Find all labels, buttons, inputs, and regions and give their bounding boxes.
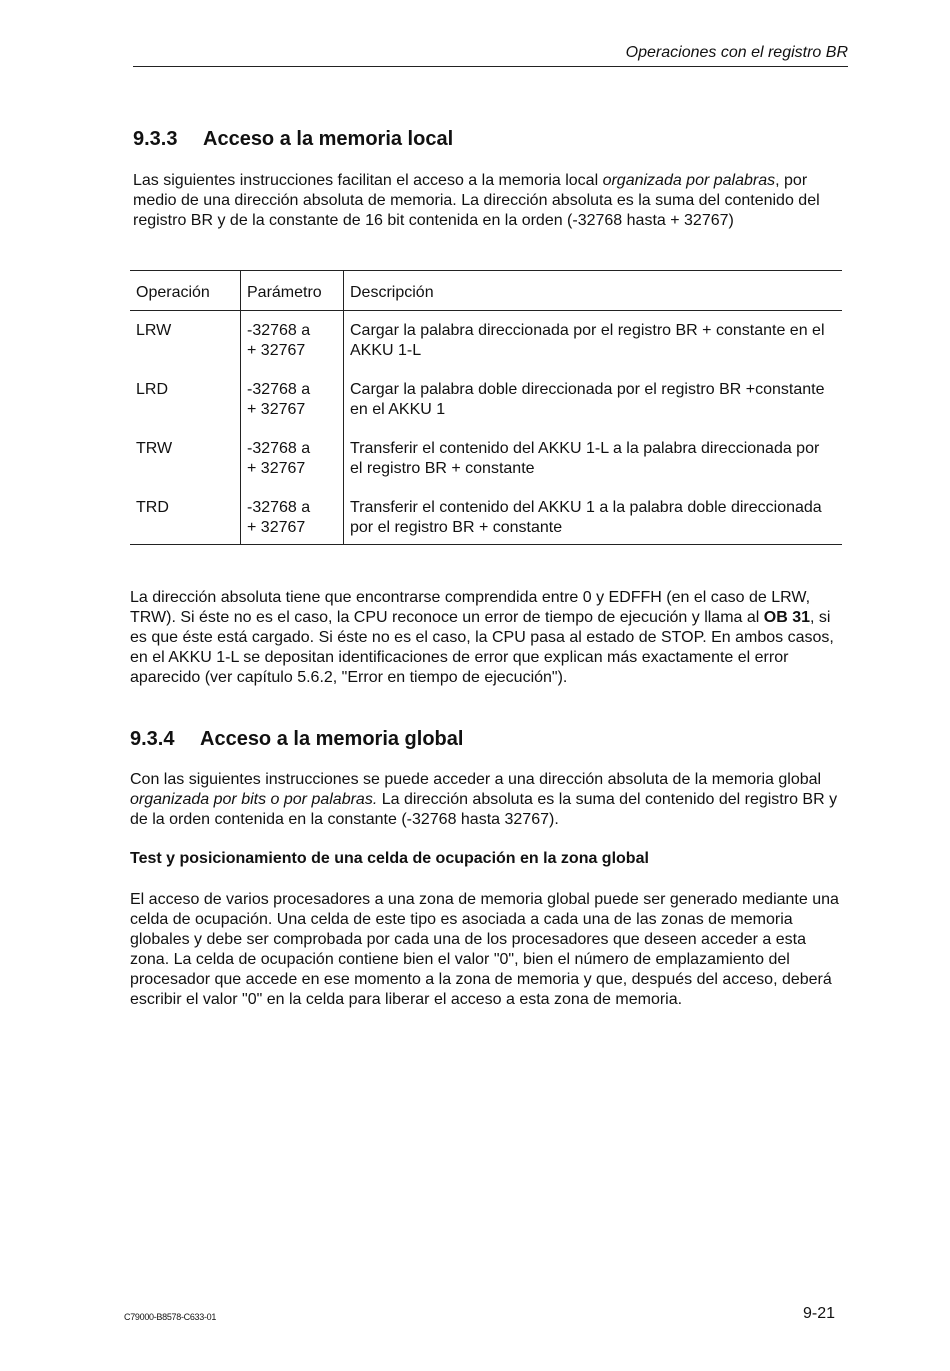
param-line: + 32767 (247, 401, 306, 418)
cell-description: Transferir el contenido del AKKU 1 a la palabra doble direccionada por el registro BR + constante (344, 488, 843, 545)
cell-operation: LRD (136, 381, 169, 398)
paragraph-bold: OB 31 (763, 609, 811, 626)
col-header-parameter: Parámetro (241, 271, 344, 311)
cell-parameter (241, 311, 344, 371)
cell-parameter (241, 488, 344, 545)
table-row (130, 488, 842, 545)
param-line: -32768 a (247, 322, 311, 339)
operations-table (130, 270, 842, 545)
param-line: -32768 a (247, 499, 311, 516)
header-rule (133, 66, 848, 67)
paragraph-text-cont: , si es que éste está cargado. Si éste no es el caso, la CPU pasa al estado de STOP. En ambos casos, en el AKKU 1-L se depositan identificaciones de error que explican más exactamente el error aparecido (ver capítulo 5.6.2, "Error en tiempo de ejecución"). (130, 609, 834, 686)
intro-text-cont: La dirección absoluta es la suma del contenido del registro BR y de la orden contenida en la constante (-32768 hasta 32767). (130, 791, 838, 828)
paragraph-text: La dirección absoluta tiene que encontrarse comprendida entre 0 y EDFFH (en el caso de LRW, TRW). Si éste no es el caso, la CPU reconoce un error de tiempo de ejecución y llama al (130, 589, 811, 626)
section-title: Acceso a la memoria global (200, 728, 464, 750)
section-number: 9.3.3 (133, 128, 178, 150)
param-line: + 32767 (247, 519, 306, 536)
running-header-title: Operaciones con el registro BR (625, 44, 848, 61)
intro-text: Con las siguientes instrucciones se puede acceder a una dirección absoluta de la memoria global (130, 771, 822, 788)
occupancy-cell-paragraph: El acceso de varios procesadores a una zona de memoria global puede ser generado mediante una celda de ocupación. Una celda de este tipo es asociada a cada una de las zonas de memoria globales y debe ser comprobada por cada una de los procesadores que deseen acceder a esta zona. La celda de ocupación contiene bien el valor "0", bien el número de emplazamiento del procesador que accede en ese momento a la zona de memoria y que, después del acceso, deberá escribir el valor "0" en la celda para liberar el acceso a esta zona de memoria. (130, 891, 839, 1008)
cell-description: Cargar la palabra direccionada por el registro BR + constante en el AKKU 1-L (344, 311, 843, 371)
local-memory-intro (133, 171, 843, 231)
intro-italic: organizada por bits o por palabras. (130, 791, 378, 808)
table-row (130, 311, 842, 371)
section-title: Acceso a la memoria local (203, 128, 454, 150)
cell-description: Cargar la palabra doble direccionada por el registro BR +constante en el AKKU 1 (344, 370, 843, 429)
col-header-description: Descripción (344, 271, 843, 311)
param-line: -32768 a (247, 440, 311, 457)
cell-operation: LRW (136, 322, 172, 339)
table-row (130, 370, 842, 429)
global-memory-intro (130, 770, 840, 830)
cell-parameter (241, 370, 344, 429)
param-line: + 32767 (247, 342, 306, 359)
table-header-row (130, 271, 842, 311)
cell-parameter (241, 429, 344, 488)
section-heading-9-3-3 (133, 128, 453, 151)
page-number: 9-21 (802, 1305, 835, 1322)
cell-description: Transferir el contenido del AKKU 1-L a la palabra direccionada por el registro BR + constante (344, 429, 843, 488)
intro-italic: organizada por palabras (602, 172, 776, 189)
absolute-address-paragraph (130, 588, 840, 688)
subheading-occupancy-cell: Test y posicionamiento de una celda de ocupación en la zona global (130, 850, 649, 867)
table-row (130, 429, 842, 488)
param-line: -32768 a (247, 381, 311, 398)
cell-operation: TRW (136, 440, 173, 457)
section-number: 9.3.4 (130, 728, 175, 750)
document-code: C79000-B8578-C633-01 (124, 1312, 217, 1322)
intro-text: Las siguientes instrucciones facilitan el acceso a la memoria local (133, 172, 603, 189)
section-heading-9-3-4 (130, 728, 463, 751)
cell-operation: TRD (136, 499, 169, 516)
param-line: + 32767 (247, 460, 306, 477)
intro-text-cont: , por medio de una dirección absoluta de memoria. La dirección absoluta es la suma del contenido del registro BR y de la constante de 16 bit contenida en la orden (-32768 hasta + 32767) (133, 172, 820, 229)
col-header-operation: Operación (136, 284, 210, 301)
